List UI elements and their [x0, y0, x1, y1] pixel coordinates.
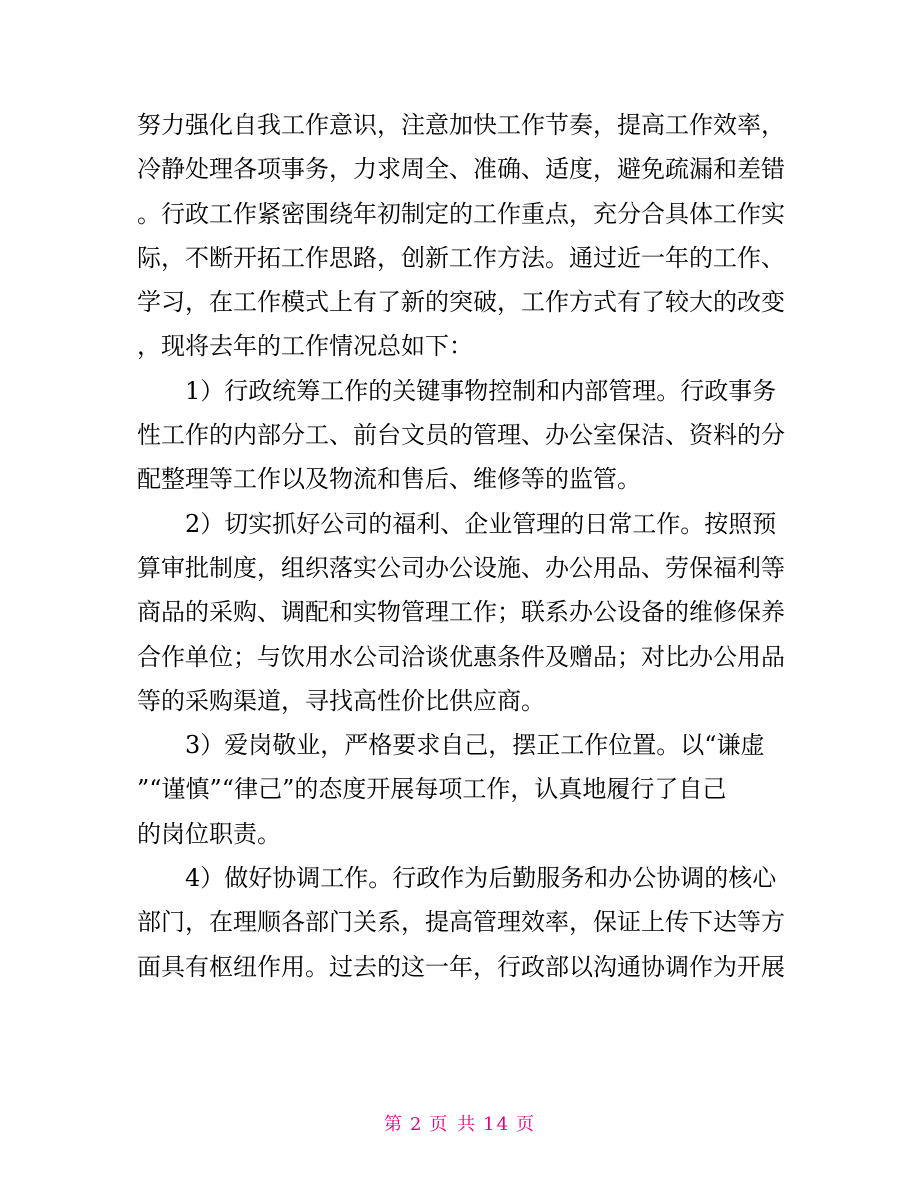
text-line: 1）行政统筹工作的关键事物控制和内部管理。行政事务	[137, 376, 777, 405]
text-line: 冷静处理各项事务，力求周全、准确、适度，避免疏漏和差错	[137, 155, 785, 184]
text-line: 配整理等工作以及物流和售后、维修等的监管。	[137, 465, 641, 494]
page-number: 2	[409, 1114, 424, 1135]
footer-suffix: 页	[516, 1114, 537, 1135]
text-line: 3）爱岗敬业，严格要求自己，摆正工作位置。以“谦虚	[137, 731, 765, 760]
text-line: 性工作的内部分工、前台文员的管理、办公室保洁、资料的分	[137, 421, 785, 450]
text-line: 努力强化自我工作意识，注意加快工作节奏，提高工作效率，	[137, 111, 785, 139]
text-line: 4）做好协调工作。行政作为后勤服务和办公协调的核心	[137, 864, 777, 893]
text-line: 部门，在理顺各部门关系，提高管理效率，保证上传下达等方	[137, 908, 785, 937]
text-line: 的岗位职责。	[137, 819, 281, 848]
text-line: ，现将去年的工作情况总如下：	[137, 332, 473, 361]
text-line: ”“谨慎”“律己”的态度开展每项工作，认真地履行了自己	[137, 775, 727, 804]
text-line: 面具有枢纽作用。过去的这一年，行政部以沟通协调作为开展	[137, 952, 785, 981]
text-line: 。行政工作紧密围绕年初制定的工作重点，充分合具体工作实	[137, 199, 785, 228]
footer-middle: 页 共	[429, 1114, 478, 1135]
text-line: 2）切实抓好公司的福利、企业管理的日常工作。按照预	[137, 509, 777, 538]
document-body	[137, 103, 787, 989]
text-line: 算审批制度，组织落实公司办公设施、办公用品、劳保福利等	[137, 553, 785, 582]
total-pages: 14	[483, 1114, 511, 1135]
text-line: 等的采购渠道，寻找高性价比供应商。	[137, 686, 545, 715]
text-line: 商品的采购、调配和实物管理工作；联系办公设备的维修保养	[137, 598, 785, 627]
footer-prefix: 第	[383, 1114, 404, 1135]
text-line: 际，不断开拓工作思路，创新工作方法。通过近一年的工作、	[137, 243, 785, 272]
text-line: 合作单位；与饮用水公司洽谈优惠条件及赠品；对比办公用品	[137, 642, 785, 671]
text-line: 学习，在工作模式上有了新的突破，工作方式有了较大的改变	[137, 288, 785, 317]
page-footer	[0, 1110, 920, 1136]
